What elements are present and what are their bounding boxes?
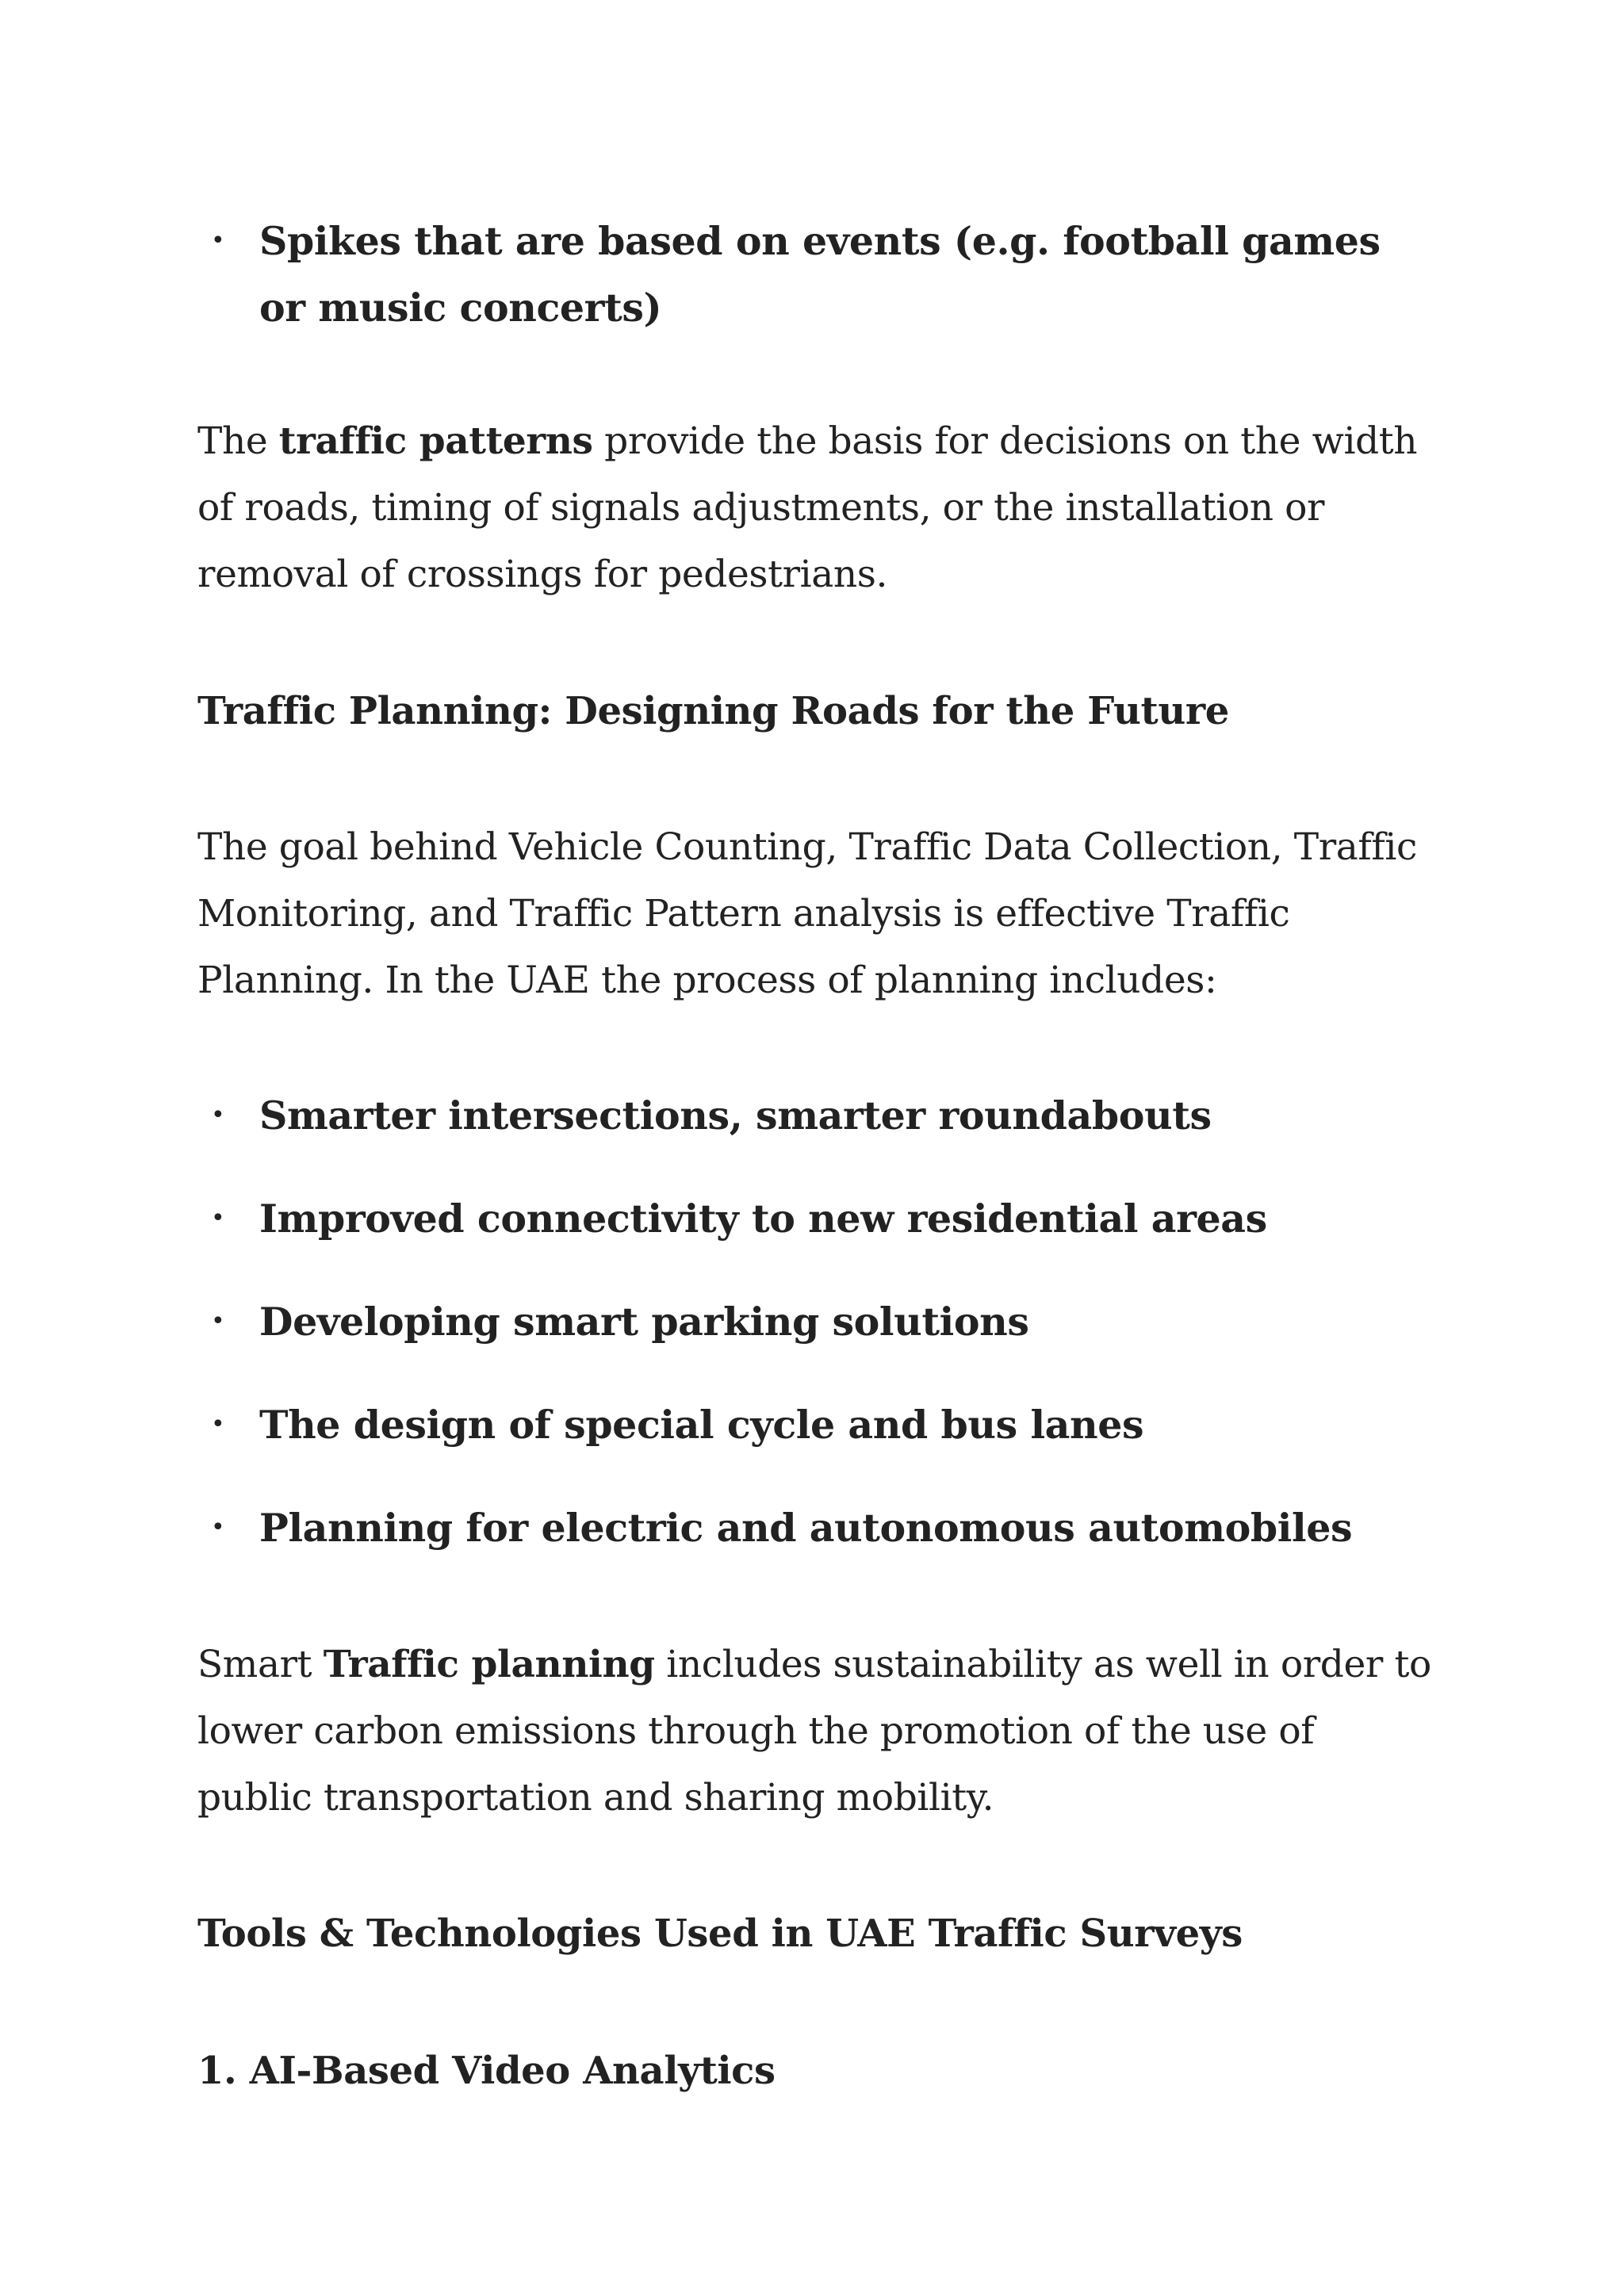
paragraph-text: provide the basis for decisions on the width of roads, timing of signals adjustments, or the installation or removal of crossings for pedestrians.: [197, 419, 1418, 596]
list-item: [197, 1288, 1434, 1355]
bullet-icon: •: [211, 1410, 225, 1438]
bullet-icon: •: [211, 1101, 225, 1129]
smart-planning-paragraph: [197, 1632, 1434, 1831]
list-item-text: Developing smart parking solutions: [259, 1299, 1029, 1345]
bullet-icon: •: [211, 227, 225, 254]
list-item-text: The design of special cycle and bus lanes: [259, 1402, 1144, 1448]
traffic-patterns-paragraph: [197, 408, 1434, 608]
list-item: [197, 1391, 1434, 1458]
paragraph-text: Smart: [197, 1643, 324, 1686]
list-item-text: Spikes that are based on events (e.g. football games or music concerts): [259, 218, 1381, 331]
list-item: [197, 1494, 1434, 1561]
subsection-heading-ai-video: 1. AI-Based Video Analytics: [197, 2049, 776, 2093]
list-item: [197, 208, 1434, 341]
bullet-icon: •: [211, 1307, 225, 1335]
bullet-icon: •: [211, 1513, 225, 1541]
planning-list: [197, 1082, 1434, 1561]
list-item-text: Improved connectivity to new residential areas: [259, 1196, 1267, 1242]
bullet-icon: •: [211, 1204, 225, 1232]
bold-term: Traffic planning: [323, 1643, 655, 1686]
section-heading-tools: Tools & Technologies Used in UAE Traffic Surveys: [197, 1911, 1243, 1956]
section-heading-traffic-planning: Traffic Planning: Designing Roads for the Future: [197, 689, 1229, 733]
paragraph-text: includes sustainability as well in order to lower carbon emissions through the promotion of the use of public transportation and sharing mobility.: [197, 1643, 1431, 1820]
event-spikes-list: [197, 208, 1434, 341]
paragraph-text: The: [197, 419, 279, 463]
list-item: [197, 1185, 1434, 1252]
list-item: [197, 1082, 1434, 1149]
bold-term: traffic patterns: [278, 419, 593, 463]
list-item-text: Planning for electric and autonomous automobiles: [259, 1505, 1353, 1551]
list-item-text: Smarter intersections, smarter roundabouts: [259, 1093, 1212, 1138]
planning-intro-paragraph: The goal behind Vehicle Counting, Traffic Data Collection, Traffic Monitoring, and Traffic Pattern analysis is effective Traffic Planning. In the UAE the process of planning includes:: [197, 825, 1417, 1002]
